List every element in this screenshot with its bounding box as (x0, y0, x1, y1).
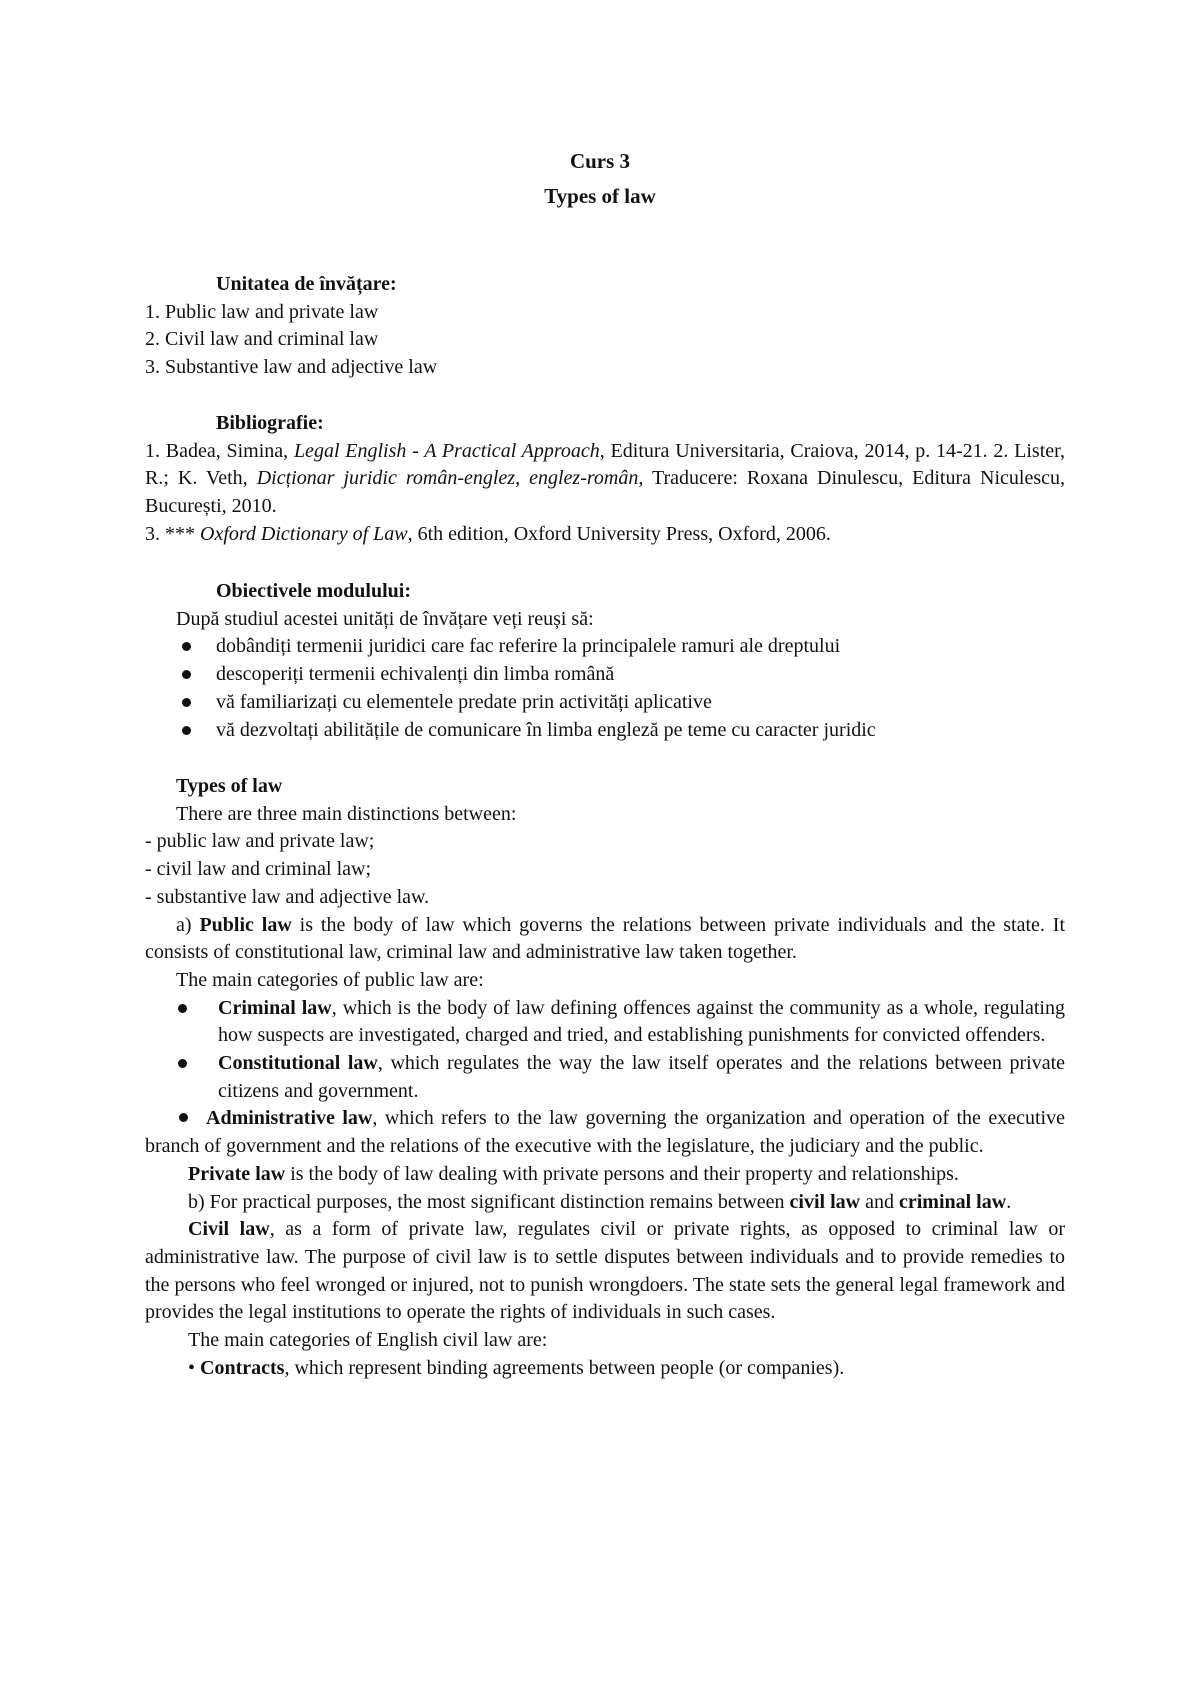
objectives-intro: După studiul acestei unități de învățare veți reuși să: (176, 607, 594, 630)
civil-categories-intro: The main categories of English civil law are: (188, 1329, 548, 1352)
category-criminal-law: Criminal law, which is the body of law defining offences against the community as a whole, regulating how suspects are investigated, charged and tried, and establishing punishments for convicted offenders. (145, 995, 1065, 1050)
learning-unit-section (145, 271, 1065, 382)
category-contracts: • Contracts, which represent binding agreements between people (or companies). (188, 1356, 845, 1379)
objectives-list (176, 633, 1065, 744)
bibliography-section (145, 410, 1065, 549)
types-of-law-section (145, 773, 1065, 1382)
learning-unit-heading: Unitatea de învățare: (216, 273, 397, 295)
types-heading: Types of law (176, 775, 283, 797)
public-categories-intro: The main categories of public law are: (176, 968, 484, 991)
learning-unit-item: 3. Substantive law and adjective law (145, 356, 438, 379)
bibliography-entry: 3. *** Oxford Dictionary of Law, 6th edition, Oxford University Press, Oxford, 2006. (145, 522, 831, 545)
private-law-paragraph: Private law is the body of law dealing with private persons and their property and relationships. (188, 1162, 959, 1185)
civil-criminal-paragraph: b) For practical purposes, the most significant distinction remains between civil law and criminal law. (188, 1190, 1012, 1213)
learning-unit-item: 2. Civil law and criminal law (145, 328, 379, 351)
civil-law-paragraph: Civil law, as a form of private law, regulates civil or private rights, as opposed to criminal law or administrative law. The purpose of civil law is to settle disputes between individuals and to provide remedies to the persons who feel wronged or injured, not to punish wrongdoers. The state sets the general legal framework and provides the legal institutions to operate the rights of individuals in such cases. (145, 1218, 1065, 1324)
course-subtitle: Types of law (544, 184, 656, 208)
objective-item: vă dezvoltați abilitățile de comunicare în limba engleză pe teme cu caracter juridic (176, 717, 1065, 745)
distinction-item: - civil law and criminal law; (145, 858, 372, 881)
bibliography-heading: Bibliografie: (216, 412, 324, 434)
objective-item: descoperiți termenii echivalenți din limba română (176, 661, 1065, 689)
objective-item: dobândiți termenii juridici care fac referire la principalele ramuri ale dreptului (176, 633, 1065, 661)
course-title: Curs 3 (569, 149, 631, 173)
objectives-section (145, 578, 1065, 744)
distinction-item: - substantive law and adjective law. (145, 885, 430, 908)
types-intro: There are three main distinctions between: (176, 802, 517, 825)
public-law-categories (145, 995, 1065, 1106)
bibliography-entry: 1. Badea, Simina, Legal English - A Practical Approach, Editura Universitaria, Craiova, 2014, p. 14-21. 2. Lister, R.; K. Veth, Dicționar juridic român-englez, englez-român, Traducere: Roxana Dinulescu, Editura Niculescu, București, 2010. (145, 439, 1066, 518)
objective-item: vă familiarizați cu elementele predate prin activități aplicative (176, 689, 1065, 717)
learning-unit-item: 1. Public law and private law (145, 300, 379, 323)
category-constitutional-law: Constitutional law, which regulates the way the law itself operates and the relations between private citizens and government. (145, 1050, 1065, 1105)
bullet-icon (179, 1113, 188, 1122)
category-administrative-law: Administrative law, which refers to the law governing the organization and operation of the executive branch of government and the relations of the executive with the legislature, the judiciary and the public. (145, 1107, 1065, 1158)
distinction-item: - public law and private law; (145, 830, 375, 853)
public-law-paragraph: a) Public law is the body of law which governs the relations between private individuals and the state. It consists of constitutional law, criminal law and administrative law taken together. (145, 913, 1066, 964)
objectives-heading: Obiectivele modulului: (216, 580, 411, 602)
